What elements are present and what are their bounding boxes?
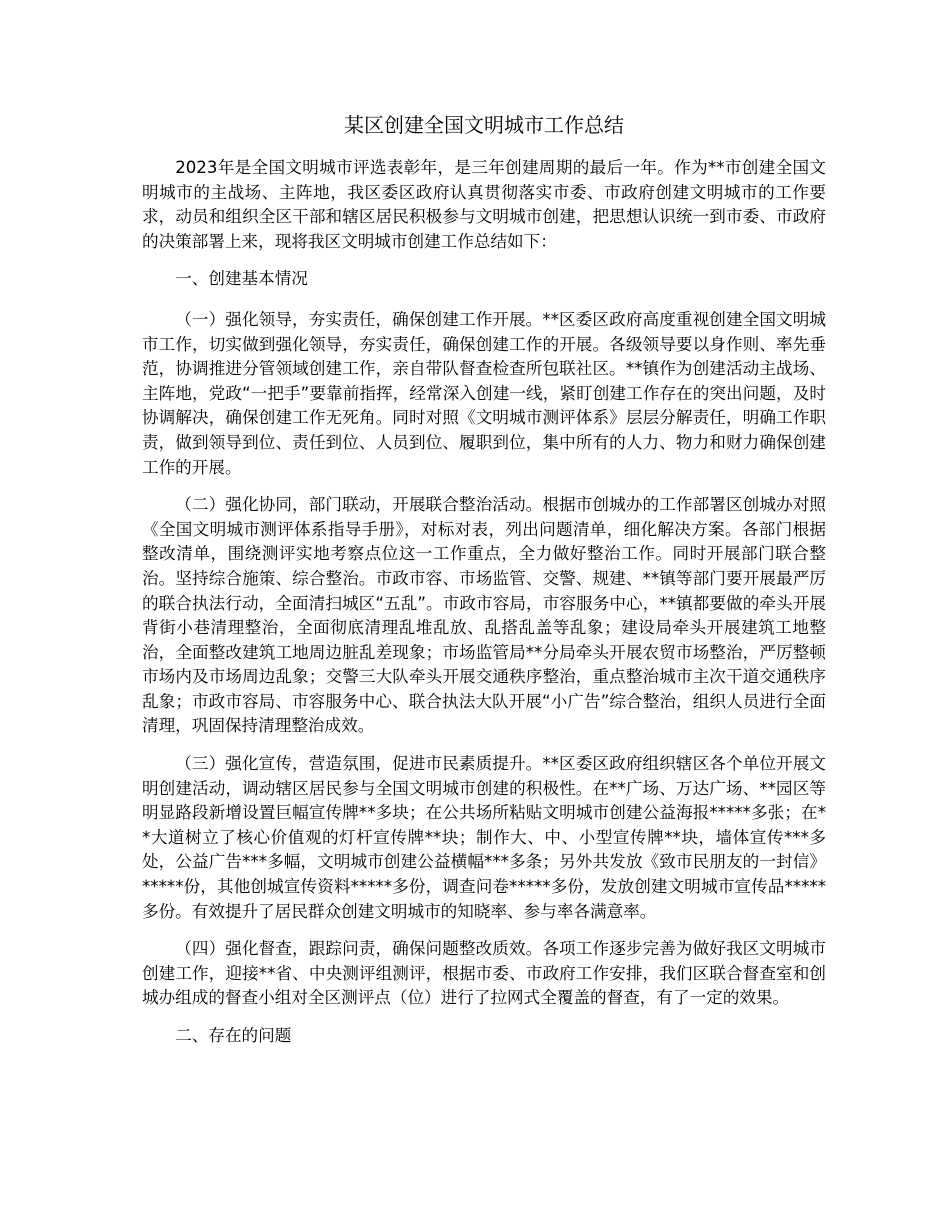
section-heading-basic: 一、创建基本情况 <box>175 269 308 289</box>
paragraph-publicity: （三）强化宣传，营造氛围，促进市民素质提升。**区委区政府组织辖区各个单位开展文明创建活动，调动辖区居民参与全国文明城市创建的积极性。在**广场、万达广场、**园区等明显路段新增设置巨幅宣传牌**多块；在公共场所粘贴文明城市创建公益海报*****多张；在**大道树立了核心价值观的灯杆宣传牌**块；制作大、中、小型宣传牌**块，墙体宣传***多处，公益广告***多幅，文明城市创建公益横幅***多条；另外共发放《致市民朋友的一封信》*****份，其他创城宣传资料*****多份，调查问卷*****多份，发放创建文明城市宣传品*****多份。有效提升了居民群众创建文明城市的知晓率、参与率各满意率。 <box>142 754 826 921</box>
paragraph-supervision: （四）强化督查，跟踪问责，确保问题整改质效。各项工作逐步完善为做好我区文明城市创建工作，迎接**省、中央测评组测评，根据市委、市政府工作安排，我们区联合督查室和创城办组成的督查小组对全区测评点（位）进行了拉网式全覆盖的督查，有了一定的效果。 <box>142 939 826 1008</box>
section-heading-problems: 二、存在的问题 <box>175 1026 292 1045</box>
document-page <box>142 110 826 1065</box>
document-title: 某区创建全国文明城市工作总结 <box>344 113 624 137</box>
paragraph-coordination: （二）强化协同，部门联动，开展联合整治活动。根据市创城办的工作部署区创城办对照《全国文明城市测评体系指导手册》，对标对表，列出问题清单，细化解决方案。各部门根据整改清单，围绕测评实地考察点位这一工作重点，全力做好整治工作。同时开展部门联合整治。坚持综合施策、综合整治。市政市容、市场监管、交警、规建、**镇等部门要开展最严厉的联合执法行动，全面清扫城区“五乱”。市政市容局，市容服务中心，**镇都要做的牵头开展背街小巷清理整治，全面彻底清理乱堆乱放、乱搭乱盖等乱象；建设局牵头开展建筑工地整治，全面整改建筑工地周边脏乱差现象；市场监管局**分局牵头开展农贸市场整治，严厉整顿市场内及市场周边乱象；交警三大队牵头开展交通秩序整治，重点整治城市主次干道交通秩序乱象；市政市容局、市容服务中心、联合执法大队开展“小广告”综合整治，组织人员进行全面清理，巩固保持清理整治成效。 <box>142 495 826 736</box>
intro-paragraph: 2023年是全国文明城市评选表彰年，是三年创建周期的最后一年。作为**市创建全国文明城市的主战场、主阵地，我区委区政府认真贯彻落实市委、市政府创建文明城市的工作要求，动员和组织全区干部和辖区居民积极参与文明城市创建，把思想认识统一到市委、市政府的决策部署上来，现将我区文明城市创建工作总结如下： <box>142 158 826 251</box>
paragraph-leadership: （一）强化领导，夯实责任，确保创建工作开展。**区委区政府高度重视创建全国文明城市工作，切实做到强化领导，夯实责任，确保创建工作的开展。各级领导要以身作则、率先垂范，协调推进分管领域创建工作，亲自带队督查检查所包联社区。**镇作为创建活动主战场、主阵地，党政“一把手”要靠前指挥，经常深入创建一线，紧盯创建工作存在的突出问题，及时协调解决，确保创建工作无死角。同时对照《文明城市测评体系》层层分解责任，明确工作职责，做到领导到位、责任到位、人员到位、履职到位，集中所有的人力、物力和财力确保创建工作的开展。 <box>142 309 826 477</box>
